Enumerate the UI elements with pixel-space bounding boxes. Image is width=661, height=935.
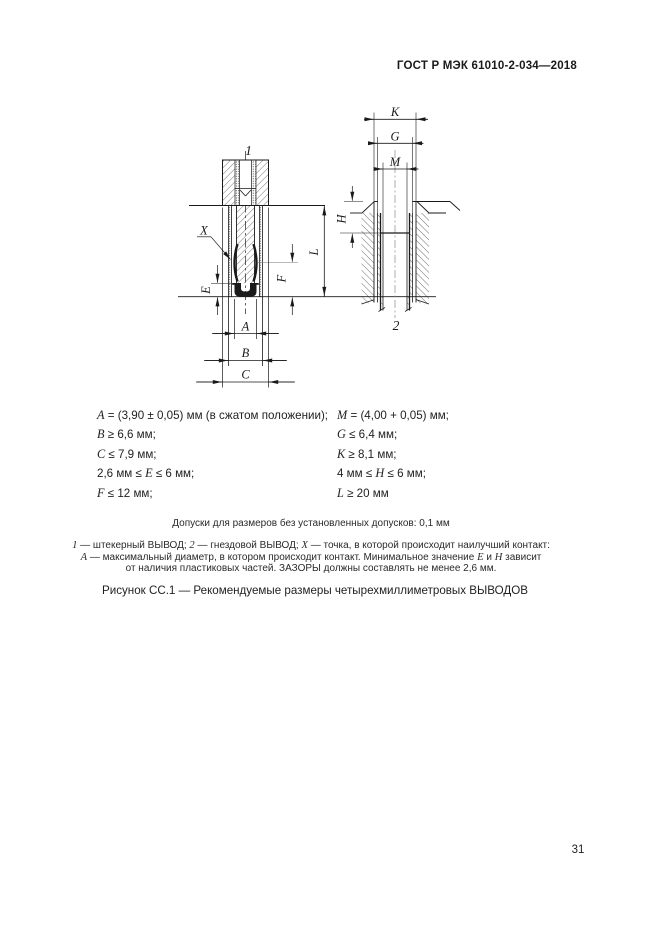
dim-label-m: M bbox=[389, 155, 401, 169]
dim-label-e: E bbox=[199, 286, 213, 294]
spec-line: F ≤ 12 мм; bbox=[97, 485, 153, 500]
figure-footnote bbox=[0, 540, 622, 575]
terminal-dimensions-figure bbox=[85, 90, 515, 402]
socket-dimensions bbox=[340, 113, 428, 249]
dim-label-c: C bbox=[241, 367, 250, 382]
spec-line: G ≤ 6,4 мм; bbox=[337, 427, 398, 442]
spec-line: B ≥ 6,6 мм; bbox=[97, 427, 156, 442]
dim-label-h: H bbox=[334, 214, 349, 224]
dim-label-k: K bbox=[390, 105, 400, 119]
page-number: 31 bbox=[571, 844, 585, 856]
footnote-line: A — максимальный диаметр, в котором происходит контакт. Минимальное значение E и H зависит bbox=[80, 551, 542, 563]
socket-figure bbox=[350, 150, 460, 318]
dim-label-g: G bbox=[390, 129, 400, 144]
spec-line: K ≥ 8,1 мм; bbox=[337, 446, 397, 461]
tolerance-note: Допуски для размеров без установленных допусков: 0,1 мм bbox=[172, 518, 450, 529]
spec-line: L ≥ 20 мм bbox=[337, 485, 389, 500]
dim-label-f: F bbox=[274, 274, 289, 283]
socket-ref-label: 2 bbox=[392, 318, 400, 333]
spec-line: M = (4,00 + 0,05) мм; bbox=[337, 408, 449, 422]
dim-label-a: A bbox=[241, 319, 250, 334]
spec-line: C ≤ 7,9 мм; bbox=[97, 446, 157, 461]
footnote-line: 1 — штекерный ВЫВОД; 2 — гнездовой ВЫВОД; X — точка, в которой происходит наилучший контакт: bbox=[72, 540, 550, 551]
spec-line: 4 мм ≤ H ≤ 6 мм; bbox=[337, 466, 426, 481]
standard-header: ГОСТ Р МЭК 61010-2-034—2018 bbox=[396, 60, 577, 72]
dim-label-x: X bbox=[200, 223, 208, 238]
figure-caption: Рисунок СС.1 — Рекомендуемые размеры четырехмиллиметровых ВЫВОДОВ bbox=[102, 584, 528, 597]
spec-line: 2,6 мм ≤ E ≤ 6 мм; bbox=[97, 466, 195, 481]
plug-ref-label: 1 bbox=[245, 143, 252, 158]
footnote-line: от наличия пластиковых частей. ЗАЗОРЫ должны составлять не менее 2,6 мм. bbox=[125, 563, 497, 575]
spec-line: A = (3,90 ± 0,05) мм (в сжатом положении); bbox=[97, 408, 329, 422]
plug-tip bbox=[235, 283, 257, 297]
spec-list-left bbox=[97, 406, 328, 503]
dim-label-b: B bbox=[241, 346, 250, 360]
dim-label-l: L bbox=[307, 248, 321, 256]
spec-list-right bbox=[337, 406, 449, 503]
